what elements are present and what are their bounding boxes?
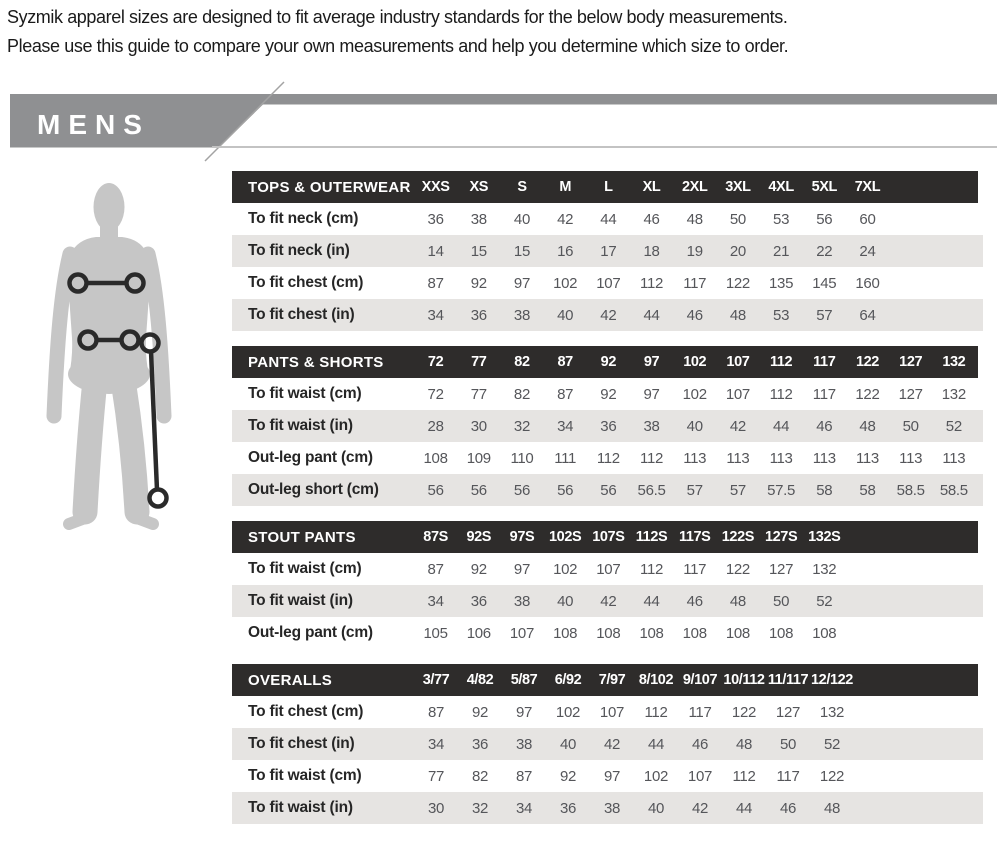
cell-value: 117 — [776, 767, 800, 785]
cell-value: 38 — [515, 735, 533, 753]
cell-value: 32 — [513, 417, 531, 435]
column-header: 3/77 — [422, 672, 450, 688]
table-row — [232, 728, 983, 760]
column-header: 9/107 — [682, 672, 718, 688]
table-header-pants-shorts — [232, 346, 978, 378]
column-header: 132 — [942, 354, 966, 370]
cell-value: 46 — [816, 417, 833, 435]
cell-value: 34 — [515, 799, 533, 817]
cell-value: 18 — [643, 242, 660, 260]
cell-value: 48 — [729, 306, 746, 324]
cell-value: 108 — [725, 624, 750, 642]
cell-value: 40 — [557, 306, 574, 324]
column-header: 77 — [471, 354, 487, 370]
cell-value: 122 — [731, 703, 757, 721]
cell-value: 117 — [812, 385, 836, 403]
cell-value: 92 — [470, 560, 487, 578]
cell-value: 97 — [603, 767, 621, 785]
table-row — [232, 553, 983, 585]
cell-value: 19 — [686, 242, 703, 260]
column-header: M — [559, 179, 571, 195]
table-row — [232, 235, 983, 267]
cell-value: 127 — [769, 560, 794, 578]
cell-value: 20 — [729, 242, 746, 260]
column-header: 11/117 — [767, 672, 809, 688]
cell-value: 15 — [470, 242, 487, 260]
cell-value: 132 — [812, 560, 837, 578]
cell-value: 112 — [732, 767, 756, 785]
table-row — [232, 203, 983, 235]
cell-value: 50 — [729, 210, 746, 228]
cell-value: 87 — [427, 560, 444, 578]
cell-value: 57 — [729, 481, 746, 499]
cell-value: 113 — [769, 449, 793, 467]
column-header: 7/97 — [598, 672, 626, 688]
cell-value: 57 — [686, 481, 703, 499]
silhouette-right-foot — [137, 518, 153, 524]
column-header: 107 — [726, 354, 750, 370]
column-header: 112S — [635, 529, 668, 545]
cell-value: 77 — [470, 385, 487, 403]
column-header: S — [517, 179, 527, 195]
row-label: To fit waist (cm) — [248, 385, 362, 402]
column-header: 5XL — [811, 179, 837, 195]
cell-value: 42 — [729, 417, 746, 435]
cell-value: 22 — [816, 242, 833, 260]
cell-value: 58 — [859, 481, 876, 499]
column-header: 122 — [855, 354, 879, 370]
column-header: 5/87 — [510, 672, 538, 688]
cell-value: 53 — [773, 306, 790, 324]
cell-value: 28 — [427, 417, 444, 435]
cell-value: 38 — [513, 306, 531, 324]
cell-value: 108 — [769, 624, 794, 642]
table-row — [232, 792, 983, 824]
cell-value: 127 — [775, 703, 801, 721]
cell-value: 34 — [427, 306, 444, 324]
cell-value: 46 — [686, 592, 703, 610]
row-label: To fit waist (cm) — [248, 767, 362, 784]
table-title: OVERALLS — [248, 671, 333, 689]
cell-value: 117 — [683, 560, 707, 578]
cell-value: 72 — [427, 385, 444, 403]
column-header: 107S — [592, 529, 625, 545]
row-label: To fit chest (in) — [248, 306, 355, 323]
cell-value: 38 — [470, 210, 487, 228]
cell-value: 92 — [470, 274, 487, 292]
cell-value: 102 — [553, 274, 578, 292]
cell-value: 40 — [686, 417, 703, 435]
cell-value: 57.5 — [767, 481, 796, 499]
cell-value: 107 — [687, 767, 713, 785]
row-label: To fit chest (in) — [248, 735, 355, 752]
cell-value: 34 — [427, 735, 445, 753]
cell-value: 87 — [427, 274, 444, 292]
cell-value: 50 — [773, 592, 790, 610]
table-header-overalls — [232, 664, 978, 696]
cell-value: 24 — [859, 242, 876, 260]
table-header-stout-pants — [232, 521, 978, 553]
cell-value: 56 — [600, 481, 617, 499]
cell-value: 46 — [643, 210, 660, 228]
cell-value: 113 — [899, 449, 923, 467]
column-header: 127S — [764, 529, 798, 545]
cell-value: 117 — [683, 274, 707, 292]
cell-value: 122 — [855, 385, 880, 403]
cell-value: 38 — [513, 592, 531, 610]
cell-value: 38 — [603, 799, 621, 817]
cell-value: 58.5 — [896, 481, 925, 499]
cell-value: 122 — [725, 560, 750, 578]
cell-value: 50 — [779, 735, 797, 753]
column-header: XL — [642, 179, 661, 195]
cell-value: 113 — [683, 449, 707, 467]
cell-value: 105 — [423, 624, 448, 642]
cell-value: 108 — [639, 624, 664, 642]
cell-value: 56 — [513, 481, 531, 499]
column-header: 127 — [899, 354, 923, 370]
cell-value: 52 — [945, 417, 962, 435]
cell-value: 48 — [823, 799, 841, 817]
column-header: 8/102 — [638, 672, 674, 688]
cell-value: 122 — [819, 767, 845, 785]
table-row — [232, 410, 983, 442]
silhouette-right-leg — [123, 380, 137, 512]
cell-value: 15 — [513, 242, 531, 260]
cell-value: 58 — [816, 481, 833, 499]
table-row — [232, 617, 983, 649]
cell-value: 52 — [816, 592, 833, 610]
silhouette-left-arm — [54, 254, 70, 416]
cell-value: 102 — [682, 385, 707, 403]
cell-value: 44 — [735, 799, 753, 817]
column-header: 102S — [549, 529, 582, 545]
cell-value: 36 — [559, 799, 577, 817]
row-label: To fit chest (cm) — [248, 274, 364, 291]
cell-value: 52 — [823, 735, 841, 753]
cell-value: 36 — [470, 306, 487, 324]
cell-value: 97 — [513, 560, 531, 578]
cell-value: 34 — [427, 592, 444, 610]
cell-value: 108 — [812, 624, 837, 642]
intro-line-1: Syzmik apparel sizes are designed to fit average industry standards for the below body measurements. — [7, 7, 788, 27]
row-label: To fit waist (in) — [248, 799, 353, 816]
cell-value: 36 — [471, 735, 489, 753]
size-table-overalls — [232, 664, 992, 824]
column-header: 82 — [514, 354, 530, 370]
column-header: 102 — [683, 354, 707, 370]
cell-value: 108 — [553, 624, 578, 642]
cell-value: 107 — [599, 703, 625, 721]
row-label: To fit waist (cm) — [248, 560, 362, 577]
column-header: XXS — [421, 179, 450, 195]
cell-value: 108 — [596, 624, 621, 642]
cell-value: 56 — [470, 481, 487, 499]
cell-value: 46 — [691, 735, 709, 753]
size-table-stout-pants — [232, 521, 992, 649]
cell-value: 102 — [553, 560, 578, 578]
table-header-tops-outerwear — [232, 171, 978, 203]
cell-value: 102 — [643, 767, 669, 785]
cell-value: 122 — [725, 274, 750, 292]
cell-value: 53 — [773, 210, 790, 228]
cell-value: 87 — [427, 703, 445, 721]
cell-value: 107 — [509, 624, 535, 642]
row-label: To fit chest (cm) — [248, 703, 364, 720]
cell-value: 112 — [640, 449, 664, 467]
cell-value: 112 — [596, 449, 620, 467]
cell-value: 132 — [819, 703, 845, 721]
cell-value: 82 — [471, 767, 489, 785]
cell-value: 34 — [557, 417, 574, 435]
table-row — [232, 378, 983, 410]
cell-value: 112 — [640, 274, 664, 292]
cell-value: 36 — [600, 417, 617, 435]
cell-value: 40 — [559, 735, 577, 753]
column-header: XS — [469, 179, 489, 195]
cell-value: 111 — [554, 449, 577, 467]
cell-value: 42 — [603, 735, 621, 753]
cell-value: 113 — [855, 449, 879, 467]
cell-value: 48 — [729, 592, 746, 610]
cell-value: 17 — [600, 242, 617, 260]
cell-value: 110 — [510, 449, 534, 467]
tables — [232, 171, 992, 839]
cell-value: 106 — [466, 624, 491, 642]
column-header: L — [604, 179, 613, 195]
cell-value: 40 — [557, 592, 574, 610]
column-header: 92S — [466, 529, 492, 545]
column-header: 122S — [721, 529, 755, 545]
silhouette-left-leg — [85, 380, 95, 512]
cell-value: 44 — [643, 306, 660, 324]
cell-value: 77 — [427, 767, 445, 785]
cell-value: 56.5 — [637, 481, 666, 499]
row-label: To fit neck (cm) — [248, 210, 359, 227]
column-header: 3XL — [725, 179, 751, 195]
size-table-pants-shorts — [232, 346, 992, 506]
cell-value: 135 — [769, 274, 794, 292]
cell-value: 36 — [470, 592, 487, 610]
cell-value: 107 — [725, 385, 750, 403]
cell-value: 56 — [816, 210, 833, 228]
column-header: 97 — [643, 354, 660, 370]
size-table-tops-outerwear — [232, 171, 992, 331]
cell-value: 87 — [557, 385, 574, 403]
row-label: Out-leg pant (cm) — [248, 624, 373, 641]
cell-value: 87 — [515, 767, 533, 785]
column-header: 4XL — [768, 179, 794, 195]
cell-value: 14 — [427, 242, 444, 260]
cell-value: 30 — [470, 417, 487, 435]
cell-value: 97 — [513, 274, 531, 292]
table-row — [232, 585, 983, 617]
cell-value: 40 — [513, 210, 531, 228]
cell-value: 117 — [688, 703, 712, 721]
cell-value: 102 — [555, 703, 581, 721]
row-label: To fit neck (in) — [248, 242, 350, 259]
cell-value: 92 — [600, 385, 617, 403]
cell-value: 97 — [515, 703, 533, 721]
section-title-mens: MENS — [37, 109, 150, 140]
cell-value: 42 — [557, 210, 574, 228]
cell-value: 82 — [513, 385, 531, 403]
cell-value: 57 — [816, 306, 833, 324]
cell-value: 30 — [427, 799, 445, 817]
cell-value: 113 — [942, 449, 966, 467]
cell-value: 92 — [559, 767, 577, 785]
cell-value: 60 — [859, 210, 876, 228]
cell-value: 145 — [812, 274, 837, 292]
column-header: 87 — [557, 354, 573, 370]
row-label: To fit waist (in) — [248, 417, 353, 434]
column-header: 132S — [808, 529, 841, 545]
table-title: STOUT PANTS — [248, 528, 356, 546]
cell-value: 97 — [643, 385, 660, 403]
cell-value: 112 — [644, 703, 668, 721]
intro-text — [7, 3, 992, 61]
outleg-measure-ring-bottom — [150, 490, 167, 507]
column-header: 97S — [509, 529, 535, 545]
cell-value: 113 — [726, 449, 750, 467]
intro-line-2: Please use this guide to compare your own measurements and help you determine which size to order. — [7, 36, 789, 56]
silhouette-left-foot — [69, 518, 85, 524]
column-header: 112 — [769, 354, 793, 370]
cell-value: 58.5 — [939, 481, 968, 499]
cell-value: 44 — [600, 210, 617, 228]
row-label: Out-leg short (cm) — [248, 481, 379, 498]
cell-value: 56 — [427, 481, 444, 499]
table-row — [232, 760, 983, 792]
cell-value: 46 — [686, 306, 703, 324]
banner-shape — [10, 94, 997, 148]
cell-value: 108 — [423, 449, 448, 467]
cell-value: 40 — [647, 799, 665, 817]
column-header: 87S — [423, 529, 448, 545]
cell-value: 50 — [902, 417, 919, 435]
cell-value: 44 — [773, 417, 790, 435]
cell-value: 113 — [812, 449, 836, 467]
cell-value: 56 — [557, 481, 574, 499]
table-title: PANTS & SHORTS — [248, 353, 384, 371]
cell-value: 46 — [779, 799, 797, 817]
column-header: 4/82 — [466, 672, 494, 688]
column-header: 72 — [427, 354, 444, 370]
cell-value: 42 — [600, 306, 617, 324]
table-row — [232, 442, 983, 474]
mens-body-silhouette-icon — [40, 180, 205, 530]
table-row — [232, 267, 983, 299]
column-header: 117 — [813, 354, 836, 370]
table-row — [232, 299, 983, 331]
cell-value: 112 — [769, 385, 793, 403]
cell-value: 36 — [427, 210, 444, 228]
cell-value: 16 — [557, 242, 574, 260]
column-header: 92 — [600, 354, 617, 370]
row-label: Out-leg pant (cm) — [248, 449, 373, 466]
column-header: 117S — [678, 529, 711, 545]
row-label: To fit waist (in) — [248, 592, 353, 609]
cell-value: 42 — [691, 799, 709, 817]
column-header: 10/112 — [723, 672, 765, 688]
column-header: 6/92 — [554, 672, 582, 688]
cell-value: 108 — [682, 624, 707, 642]
table-row — [232, 696, 983, 728]
cell-value: 112 — [640, 560, 664, 578]
table-row — [232, 474, 983, 506]
column-header: 12/122 — [811, 672, 853, 688]
cell-value: 109 — [466, 449, 491, 467]
table-title: TOPS & OUTERWEAR — [248, 178, 411, 196]
cell-value: 44 — [643, 592, 660, 610]
silhouette-hips — [68, 354, 150, 394]
cell-value: 127 — [898, 385, 923, 403]
cell-value: 38 — [643, 417, 660, 435]
cell-value: 107 — [596, 274, 621, 292]
cell-value: 48 — [686, 210, 703, 228]
cell-value: 48 — [735, 735, 753, 753]
cell-value: 42 — [600, 592, 617, 610]
cell-value: 107 — [596, 560, 621, 578]
cell-value: 44 — [647, 735, 665, 753]
cell-value: 48 — [859, 417, 876, 435]
cell-value: 92 — [471, 703, 489, 721]
column-header: 7XL — [854, 179, 881, 195]
cell-value: 21 — [773, 242, 790, 260]
cell-value: 32 — [471, 799, 489, 817]
cell-value: 64 — [859, 306, 876, 324]
cell-value: 160 — [855, 274, 880, 292]
column-header: 2XL — [682, 179, 708, 195]
cell-value: 132 — [941, 385, 966, 403]
